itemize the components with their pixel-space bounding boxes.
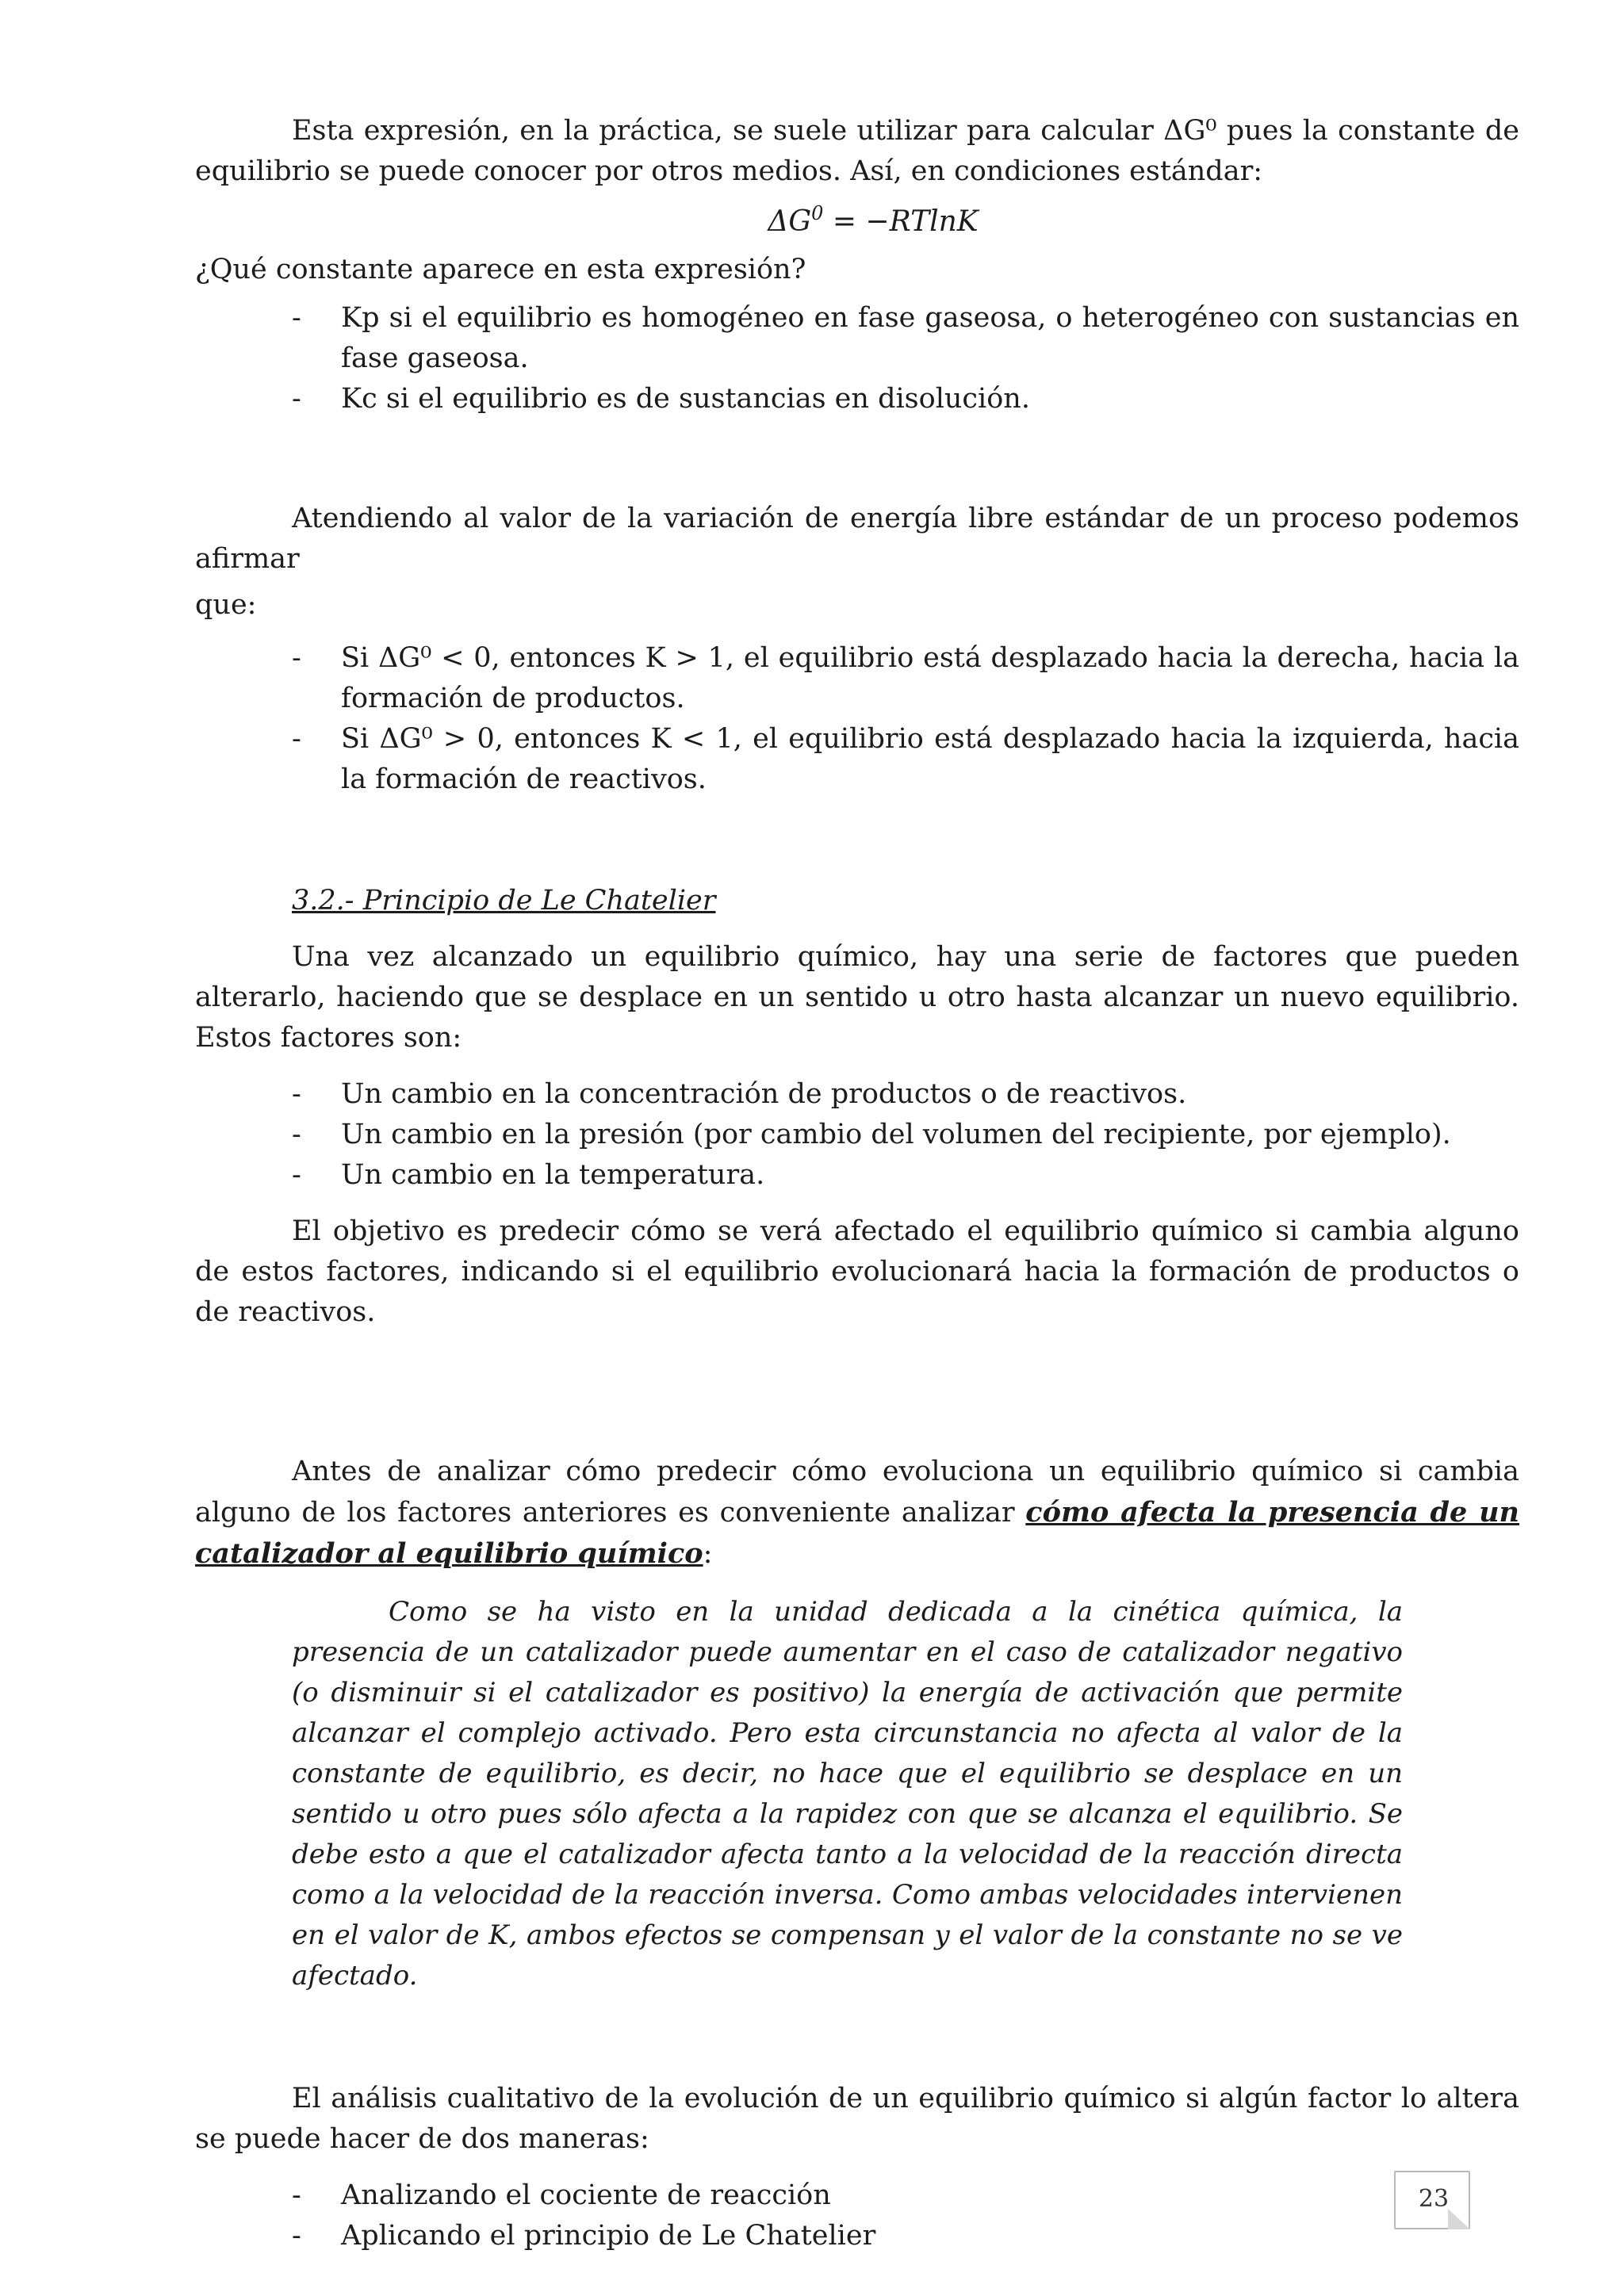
paragraph-objective: El objetivo es predecir cómo se verá afectado el equilibrio químico si cambia alguno de estos factores, indicando si el equilibrio evolucionará hacia la formación de productos o de reactivos. — [195, 1215, 1519, 1328]
list-item — [195, 1115, 1519, 1155]
list-item — [195, 638, 1519, 719]
page-number: 23 — [1418, 2185, 1450, 2213]
paragraph-free-energy-continued: que: — [195, 589, 257, 621]
list-item — [195, 298, 1519, 379]
list-item-text: Kc si el equilibrio es de sustancias en disolución. — [341, 383, 1030, 415]
catalyst-colon: : — [703, 1538, 713, 1570]
list-dash: - — [292, 2179, 301, 2211]
gibbs-formula — [195, 201, 1519, 242]
paragraph-free-energy: Atendiendo al valor de la variación de energía libre estándar de un proceso podemos afirmar — [195, 503, 1519, 575]
list-item-text: Un cambio en la presión (por cambio del volumen del recipiente, por ejemplo). — [341, 1119, 1451, 1150]
list-dash: - — [292, 302, 301, 334]
factors-list — [195, 1074, 1519, 1196]
list-item-text: Kp si el equilibrio es homogéneo en fase gaseosa, o heterogéneo con sustancias en fase gaseosa. — [341, 302, 1519, 374]
paragraph-analysis: El análisis cualitativo de la evolución de un equilibrio químico si algún factor lo altera se puede hacer de dos maneras: — [195, 2083, 1519, 2155]
list-dash: - — [292, 1159, 301, 1191]
list-item — [195, 2175, 1519, 2216]
list-dash: - — [292, 1078, 301, 1110]
list-dash: - — [292, 383, 301, 415]
page-number-box — [1394, 2171, 1470, 2229]
formula-rhs: = −RTlnK — [823, 205, 979, 238]
catalyst-quote: Como se ha visto en la unidad dedicada a la cinética química, la presencia de un catalizador puede aumentar en el caso de catalizador negativo (o disminuir si el catalizador es positivo) la energía de activación que permite alcanzar el complejo activado. Pero esta circunstancia no afecta al valor de la constante de equilibrio, es decir, no hace que el equilibrio se desplace en un sentido u otro pues sólo afecta a la rapidez con que se alcanza el equilibrio. Se debe esto a que el catalizador afecta tanto a la velocidad de la reacción directa como a la velocidad de la reacción inversa. Como ambas velocidades intervienen en el valor de K, ambos efectos se compensan y el valor de la constante no se ve afectado. — [292, 1596, 1403, 1992]
question-text: ¿Qué constante aparece en esta expresión? — [195, 254, 806, 285]
list-item — [195, 719, 1519, 800]
paragraph-catalyst — [195, 1452, 1519, 1575]
section-title: 3.2.- Principio de Le Chatelier — [292, 885, 716, 916]
list-item-text: Aplicando el principio de Le Chatelier — [341, 2220, 876, 2252]
list-dash: - — [292, 2220, 301, 2252]
list-dash: - — [292, 1119, 301, 1150]
list-item-text: Analizando el cociente de reacción — [341, 2179, 831, 2211]
catalyst-emphasis: cómo afecta la presencia de un catalizador al equilibrio químico — [195, 1496, 1519, 1570]
page-curl-icon — [1448, 2209, 1470, 2229]
formula-lhs: ΔG — [768, 205, 812, 238]
list-dash: - — [292, 642, 301, 674]
free-energy-list — [195, 638, 1519, 800]
list-item-text: Si ΔG⁰ < 0, entonces K > 1, el equilibrio está desplazado hacia la derecha, hacia la formación de productos. — [341, 642, 1519, 714]
list-item-text: Si ΔG⁰ > 0, entonces K < 1, el equilibrio está desplazado hacia la izquierda, hacia la formación de reactivos. — [341, 723, 1519, 795]
analysis-list — [195, 2175, 1519, 2256]
catalyst-intro-text: Antes de analizar cómo predecir cómo evoluciona un equilibrio químico si cambia alguno de los factores anteriores es conveniente analizar — [195, 1456, 1519, 1529]
list-item — [195, 2216, 1519, 2256]
paragraph-factors: Una vez alcanzado un equilibrio químico, hay una serie de factores que pueden alterarlo, haciendo que se desplace en un sentido u otro hasta alcanzar un nuevo equilibrio. Estos factores son: — [195, 941, 1519, 1054]
list-item — [195, 1155, 1519, 1196]
formula-superscript: 0 — [811, 202, 824, 224]
list-item — [195, 379, 1519, 419]
list-dash: - — [292, 723, 301, 755]
constant-list — [195, 298, 1519, 419]
list-item — [195, 1074, 1519, 1115]
paragraph-intro: Esta expresión, en la práctica, se suele utilizar para calcular ΔG⁰ pues la constante de equilibrio se puede conocer por otros medios. Así, en condiciones estándar: — [195, 115, 1519, 187]
list-item-text: Un cambio en la concentración de productos o de reactivos. — [341, 1078, 1187, 1110]
list-item-text: Un cambio en la temperatura. — [341, 1159, 765, 1191]
document-body — [195, 111, 1519, 2256]
